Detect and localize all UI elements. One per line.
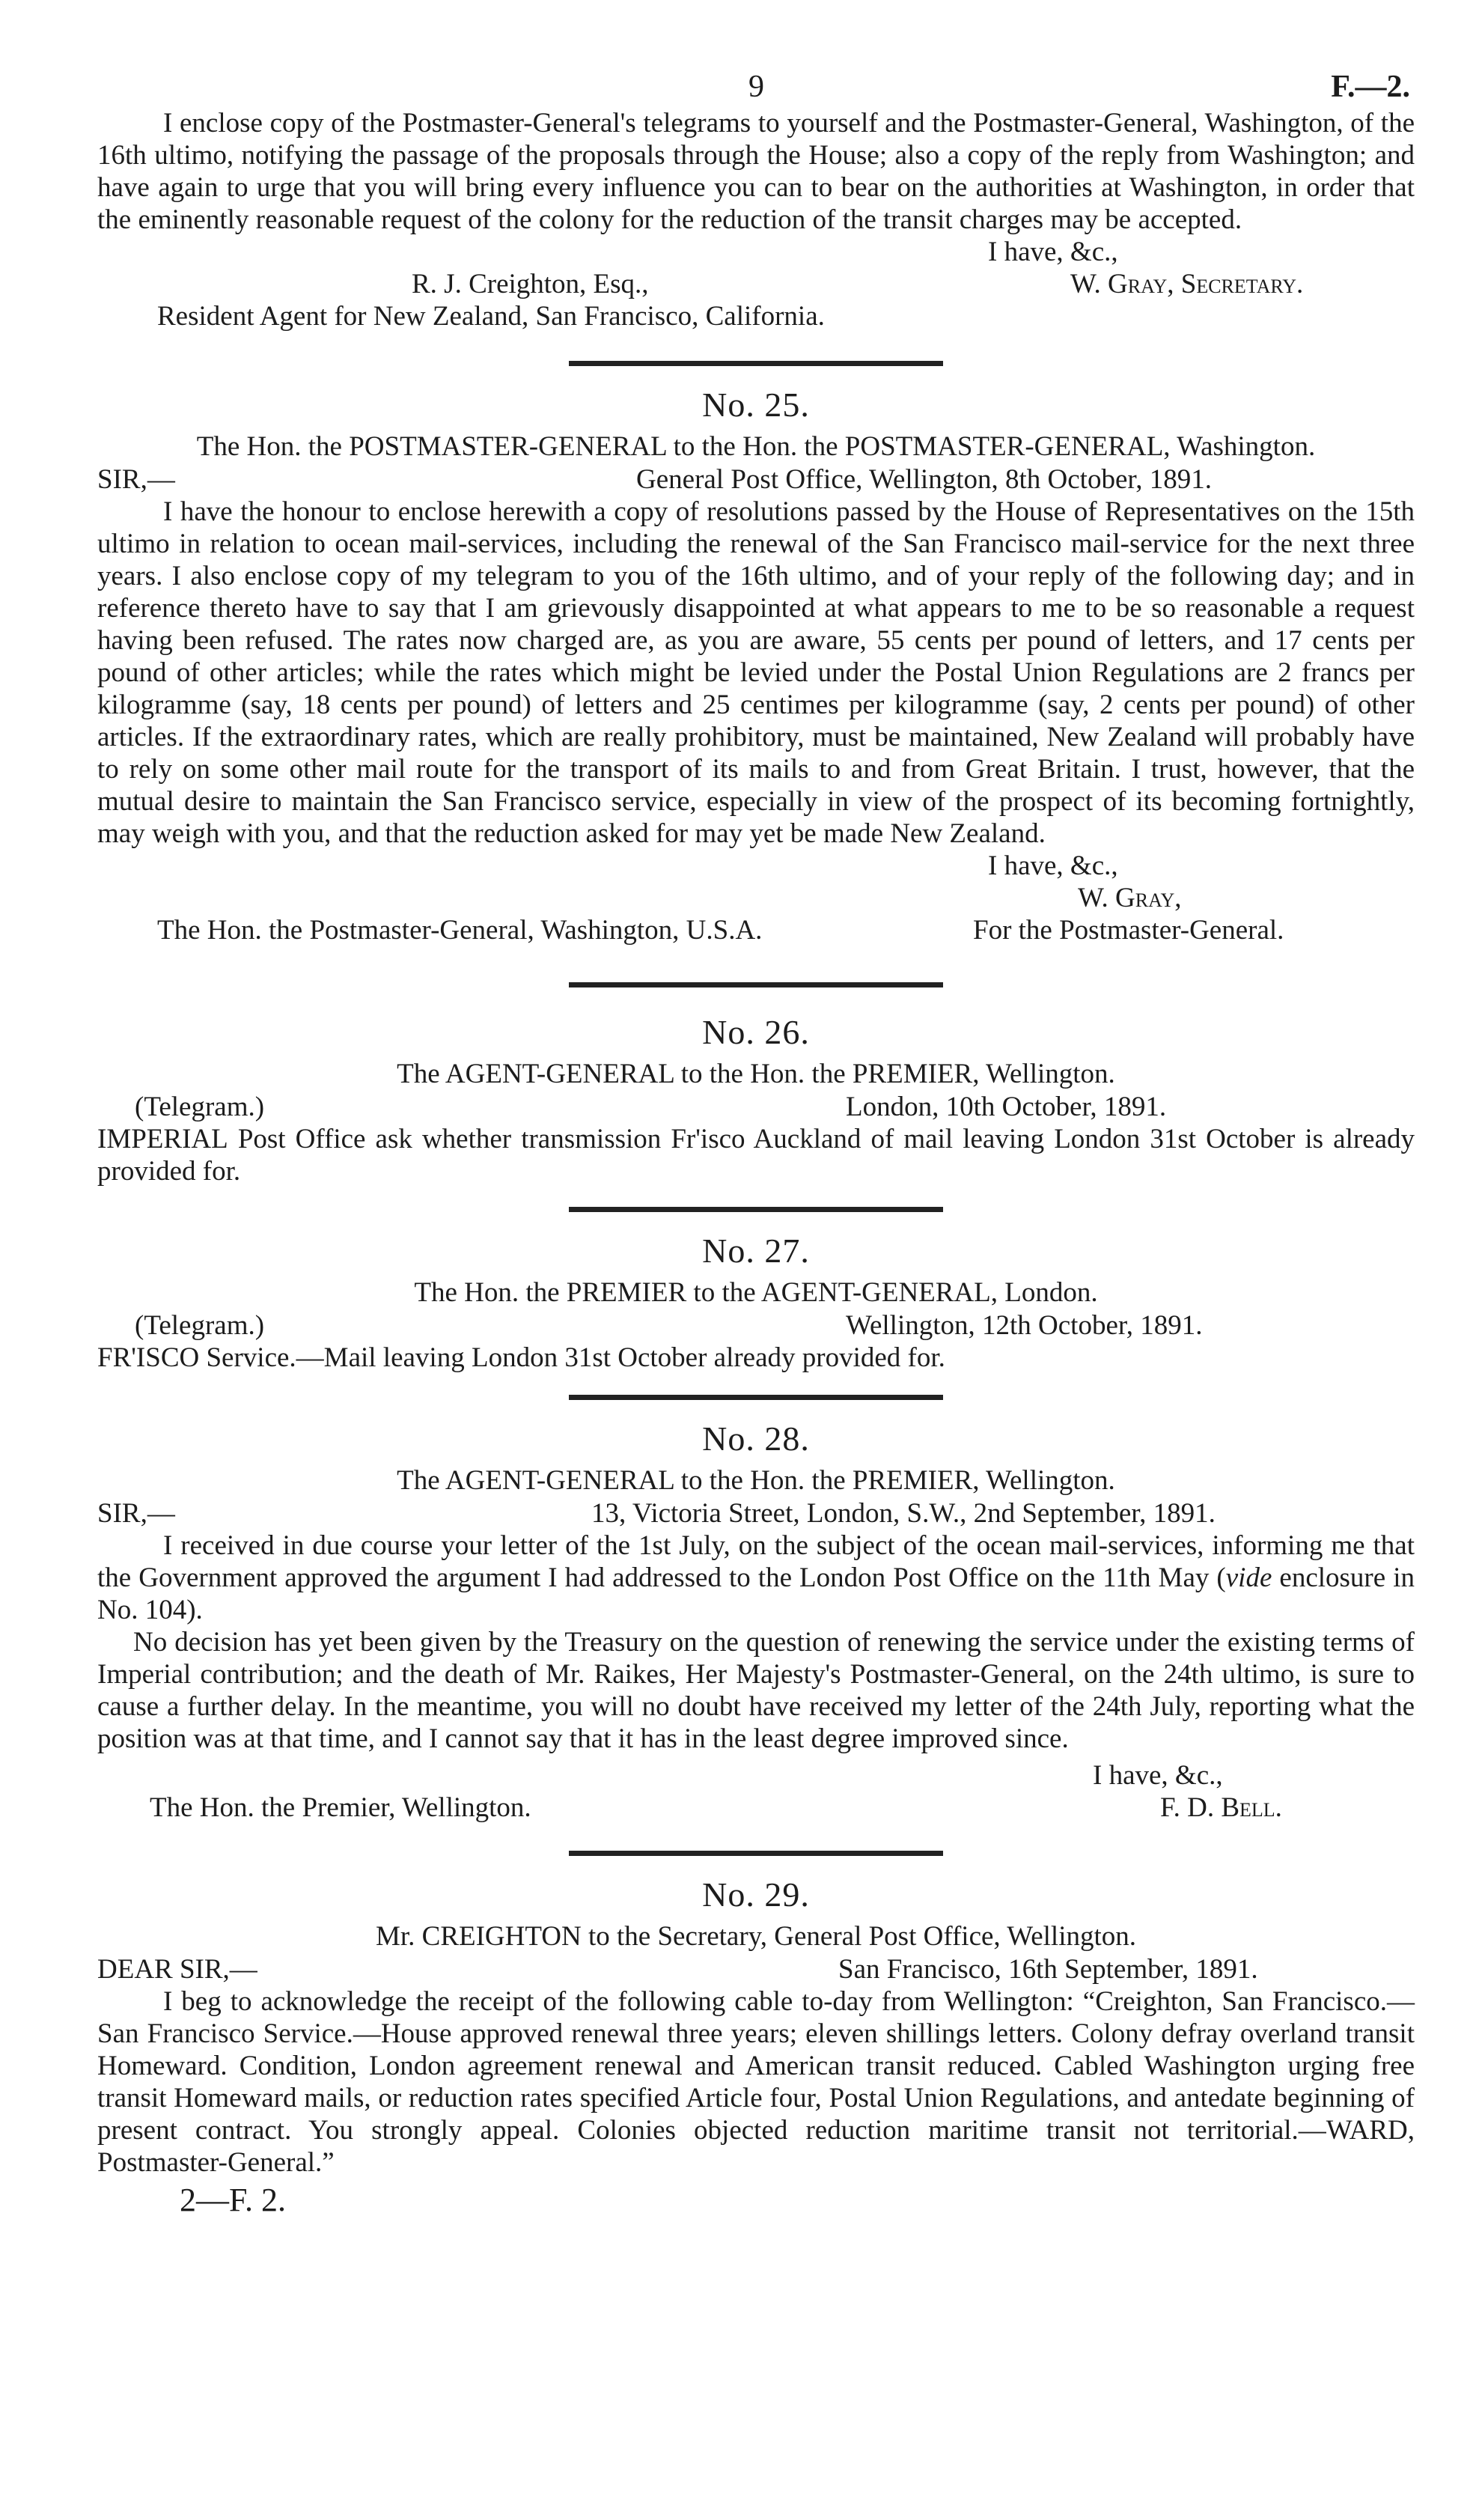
page-header xyxy=(97,71,1415,107)
intro-paragraph: I enclose copy of the Postmaster-General's telegrams to yourself and the Postmaster-General, Washington, of the 16th ultimo, notifying the passage of the proposals through the House; also a copy of the reply from Washington; and have again to urge that you will bring every influence you can to bear on the authorities at Washington, in order that the eminently reasonable request of the colony for the reduction of the transit charges may be accepted. xyxy=(97,108,1415,235)
letter-25-signature-title: For the Postmaster-General. xyxy=(973,915,1284,946)
intro-addressee: R. J. Creighton, Esq., xyxy=(412,269,649,299)
intro-closing-row xyxy=(97,236,1415,268)
letter-25-signature-row xyxy=(97,882,1415,914)
letter-28-body-paragraph-2: No decision has yet been given by the Treasury on the question of renewing the service under the existing terms of Imperial contribution; and the death of Mr. Raikes, Her Majesty's Postmaster-General, on the 24th ultimo, is sure to cause a further delay. In the meantime, you will no doubt have received my letter of the 24th July, reporting what the position was at that time, and I cannot say that it has in the least degree improved since. xyxy=(97,1627,1415,1754)
letter-26-body-lead: IMPERIAL xyxy=(97,1124,228,1154)
letter-28-body-1b: enclosure in No. 104). xyxy=(97,1562,1415,1625)
letter-25-signature: W. Gray, xyxy=(1078,883,1182,913)
letter-27-body-paragraph xyxy=(97,1342,1415,1374)
intro-closing: I have, &c., xyxy=(988,237,1118,267)
letter-25-closing-row xyxy=(97,850,1415,882)
letter-25-place-date: General Post Office, Wellington, 8th October, 1891. xyxy=(636,464,1212,495)
intro-addressee-row xyxy=(97,300,1415,332)
letter-27-body: Service.—Mail leaving London 31st October already provided for. xyxy=(206,1342,945,1373)
section-divider xyxy=(569,361,943,366)
letter-28-salutation: SIR,— xyxy=(97,1498,175,1529)
section-divider xyxy=(569,982,943,987)
letter-26-body-paragraph xyxy=(97,1123,1415,1187)
letter-28-addressee: The Hon. the Premier, Wellington. xyxy=(150,1792,531,1823)
letter-29-number: No. 29. xyxy=(702,1875,810,1914)
letter-28-body-1a: I received in due course your letter of the 1st July, on the subject of the ocean mail-services, informing me that the Government approved the argument I had addressed to the London Post Office on the 11th May ( xyxy=(97,1530,1415,1593)
letter-25-addressee: The Hon. the Postmaster-General, Washington, U.S.A. xyxy=(157,915,763,946)
section-divider xyxy=(569,1207,943,1212)
letter-26-type-row xyxy=(97,1091,1415,1123)
document-page xyxy=(97,71,1415,2219)
letter-28-body-paragraph-1 xyxy=(97,1530,1415,1626)
letter-26-heading: The AGENT-GENERAL to the Hon. the PREMIER, Wellington. xyxy=(397,1059,1115,1089)
letter-29-salutation-row xyxy=(97,1953,1415,1985)
letter-26-place-date: London, 10th October, 1891. xyxy=(846,1092,1167,1122)
letter-29-body: I beg to acknowledge the receipt of the following cable to-day from Wellington: “Creighton, San Francisco.—San Francisco Service.—House approved renewal three years; eleven shillings letters. Colony defray overland transit Homeward. Condition, London agreement renewal and American transit reduced. Cabled Washington urging free transit Homeward mails, or reduction rates specified Article four, Postal Union Regulations, and antedate beginning of present contract. You strongly appeal. Colonies objected reduction maritime transit not territorial.—WARD, Postmaster-General.” xyxy=(97,1986,1415,2178)
letter-25-addressee-row xyxy=(97,914,1415,946)
letter-28-body-vide: vide xyxy=(1225,1562,1272,1593)
letter-29-salutation: DEAR SIR,— xyxy=(97,1954,257,1985)
letter-29-place-date: San Francisco, 16th September, 1891. xyxy=(838,1954,1258,1985)
letter-25-salutation: SIR,— xyxy=(97,464,175,495)
letter-28-number: No. 28. xyxy=(702,1419,810,1458)
letter-25-heading: The Hon. the POSTMASTER-GENERAL to the Hon. the POSTMASTER-GENERAL, Washington. xyxy=(196,431,1316,462)
intro-sign-row xyxy=(97,268,1415,300)
letter-27-type-row xyxy=(97,1309,1415,1342)
section-divider xyxy=(569,1851,943,1856)
letter-28-heading: The AGENT-GENERAL to the Hon. the PREMIER, Wellington. xyxy=(397,1465,1115,1496)
letter-25-closing: I have, &c., xyxy=(988,850,1118,881)
letter-25-body: I have the honour to enclose herewith a copy of resolutions passed by the House of Representatives on the 15th ultimo in relation to ocean mail-services, including the renewal of the San Francisco mail-service for the next three years. I also enclose copy of my telegram to you of the 16th ultimo, and of your reply of the following day; and in reference thereto have to say that I am grievously disappointed at what appears to me to be so reasonable a request having been refused. The rates now charged are, as you are aware, 55 cents per pound of letters, and 17 cents per pound of other articles; while the rates which might be levied under the Postal Union Regulations are 2 francs per kilogramme (say, 18 cents per pound) of letters and 25 centimes per kilogramme (say, 2 cents per pound) of other articles. If the extraordinary rates, which are really prohibitory, must be maintained, New Zealand will probably have to rely on some other mail route for the transport of its mails to and from Great Britain. I trust, however, that the mutual desire to maintain the San Francisco service, especially in view of the prospect of its becoming fortnightly, may weigh with you, and that the reduction asked for may yet be made New Zealand. xyxy=(97,496,1415,849)
letter-28-signature-row xyxy=(97,1792,1415,1824)
letter-28-closing: I have, &c., xyxy=(1093,1760,1223,1791)
letter-25-number: No. 25. xyxy=(702,386,810,424)
letter-27-heading: The Hon. the PREMIER to the AGENT-GENERAL, London. xyxy=(414,1277,1098,1308)
letter-25-salutation-row xyxy=(97,463,1415,496)
letter-27-type: (Telegram.) xyxy=(135,1310,265,1341)
letter-26-number: No. 26. xyxy=(702,1013,810,1051)
letter-27-number: No. 27. xyxy=(702,1232,810,1270)
letter-29-heading: Mr. CREIGHTON to the Secretary, General Post Office, Wellington. xyxy=(375,1921,1137,1952)
page-number: 9 xyxy=(748,70,764,104)
signature-mark: 2—F. 2. xyxy=(180,2182,286,2218)
letter-28-signature: F. D. Bell. xyxy=(1160,1792,1282,1823)
letter-28-salutation-row xyxy=(97,1497,1415,1530)
intro-signatory: W. Gray, Secretary. xyxy=(1070,269,1304,299)
letter-26-body: Post Office ask whether transmission Fr'isco Auckland of mail leaving London 31st October is already provided for. xyxy=(97,1124,1415,1187)
letter-28-closing-row xyxy=(97,1759,1415,1792)
letter-26-type: (Telegram.) xyxy=(135,1092,265,1122)
section-divider xyxy=(569,1395,943,1400)
intro-addressee-line2: Resident Agent for New Zealand, San Francisco, California. xyxy=(157,301,825,332)
letter-27-place-date: Wellington, 12th October, 1891. xyxy=(846,1310,1203,1341)
letter-28-place-date: 13, Victoria Street, London, S.W., 2nd September, 1891. xyxy=(591,1498,1216,1529)
document-code: F.—2. xyxy=(1331,70,1410,104)
letter-27-body-lead: FR'ISCO xyxy=(97,1342,200,1373)
